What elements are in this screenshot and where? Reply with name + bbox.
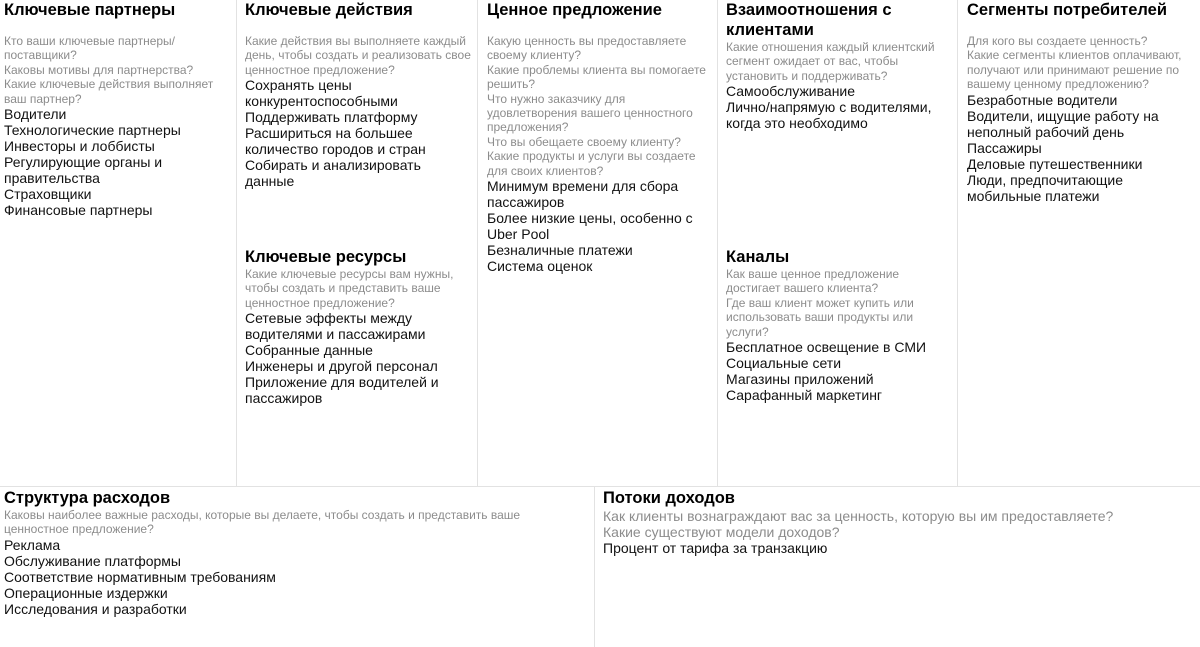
revenue-streams-question: Какие существуют модели доходов? — [603, 524, 840, 540]
divider — [477, 0, 478, 486]
key-partners-title: Ключевые партнеры — [4, 1, 176, 19]
list-item: Сетевые эффекты между водителями и пассажирами — [245, 310, 426, 343]
value-proposition-question: Какие проблемы клиента вы помогаете решить? — [487, 62, 706, 92]
list-item: Технологические партнеры — [4, 122, 181, 139]
list-item: Соответствие нормативным требованиям — [4, 568, 276, 585]
list-item: Водители — [4, 106, 67, 123]
list-item: Магазины приложений — [726, 371, 874, 388]
key-partners-question: Каковы мотивы для партнерства? — [4, 62, 194, 77]
key-activities-title: Ключевые действия — [245, 1, 413, 19]
divider — [717, 0, 718, 486]
key-partners-question: Какие ключевые действия выполняет ваш партнер? — [4, 77, 214, 106]
channels-question: Как ваше ценное предложение достигает вашего клиента? — [726, 267, 900, 296]
list-item: Расшириться на большее количество городов и стран — [245, 125, 426, 158]
revenue-streams-title: Потоки доходов — [603, 489, 735, 507]
list-item: Сохранять цены конкурентоспособными — [245, 77, 398, 110]
list-item: Инвесторы и лоббисты — [4, 138, 155, 155]
value-proposition-question: Какую ценность вы предоставляете своему клиенту? — [487, 34, 687, 63]
list-item: Регулирующие органы и правительства — [4, 154, 163, 187]
customer-relationships-block — [722, 0, 957, 242]
key-partners-question: Кто ваши ключевые партнеры/поставщики? — [4, 34, 176, 63]
list-item: Система оценок — [487, 258, 593, 275]
channels-block — [722, 247, 957, 486]
key-resources-title: Ключевые ресурсы — [245, 248, 407, 266]
key-resources-question: Какие ключевые ресурсы вам нужны, чтобы создать и представить ваше ценностное предложение? — [245, 267, 454, 310]
list-item: Операционные издержки — [4, 584, 168, 601]
list-item: Инженеры и другой персонал — [245, 358, 438, 375]
key-resources-block — [241, 247, 477, 486]
list-item: Бесплатное освещение в СМИ — [726, 339, 927, 356]
revenue-streams-question: Как клиенты вознаграждают вас за ценность, которую вы им предоставляете? — [603, 508, 1114, 524]
list-item: Социальные сети — [726, 355, 842, 372]
list-item: Сарафанный маркетинг — [726, 387, 883, 404]
key-activities-question: Какие действия вы выполняете каждый день, чтобы создать и реализовать свое ценностное предложение? — [245, 34, 471, 77]
value-proposition-question: Что вы обещаете своему клиенту? — [487, 134, 681, 149]
divider — [957, 0, 958, 486]
list-item: Безработные водители — [967, 91, 1118, 108]
divider — [0, 486, 1200, 487]
cost-structure-question: Каковы наиболее важные расходы, которые вы делаете, чтобы создать и представить ваше ценностное предложение? — [4, 508, 521, 537]
customer-segments-block — [963, 0, 1200, 486]
list-item: Лично/напрямую с водителями, когда это необходимо — [726, 99, 932, 132]
customer-relationships-title: Взаимоотношения с клиентами — [726, 1, 892, 39]
list-item: Деловые путешественники — [967, 155, 1143, 172]
list-item: Собирать и анализировать данные — [245, 157, 421, 190]
list-item: Исследования и разработки — [4, 600, 187, 617]
value-proposition-question: Какие продукты и услуги вы создаете для своих клиентов? — [487, 149, 696, 178]
divider — [594, 487, 595, 647]
channels-question: Где ваш клиент может купить или использовать ваши продукты или услуги? — [726, 295, 914, 339]
list-item: Обслуживание платформы — [4, 552, 181, 569]
customer-relationships-question: Какие отношения каждый клиентский сегмент ожидает от вас, чтобы установить и поддерживать? — [726, 40, 935, 83]
divider — [236, 0, 237, 486]
list-item: Приложение для водителей и пассажиров — [245, 374, 439, 407]
list-item: Страховщики — [4, 186, 92, 203]
list-item: Реклама — [4, 536, 61, 553]
list-item: Собранные данные — [245, 342, 373, 359]
customer-segments-question: Для кого вы создаете ценность? — [967, 34, 1148, 48]
value-proposition-title: Ценное предложение — [487, 1, 662, 19]
cost-structure-title: Структура расходов — [4, 489, 171, 507]
list-item: Поддерживать платформу — [245, 109, 418, 126]
channels-title: Каналы — [726, 248, 790, 266]
value-proposition-question: Что нужно заказчику для удовлетворения вашего ценностного предложения? — [487, 91, 693, 135]
list-item: Пассажиры — [967, 139, 1042, 156]
customer-segments-question: Какие сегменты клиентов оплачивают, получают или принимают решение по вашему ценному предложению? — [967, 48, 1182, 92]
cost-structure-block — [0, 488, 594, 647]
key-activities-block — [241, 0, 477, 242]
list-item: Более низкие цены, особенно с Uber Pool — [487, 210, 693, 243]
list-item: Минимум времени для сбора пассажиров — [487, 178, 679, 211]
list-item: Безналичные платежи — [487, 242, 633, 259]
revenue-streams-block — [599, 488, 1200, 647]
value-proposition-block — [483, 0, 717, 486]
list-item: Процент от тарифа за транзакцию — [603, 540, 828, 556]
list-item: Финансовые партнеры — [4, 202, 153, 219]
list-item: Люди, предпочитающие мобильные платежи — [967, 171, 1124, 204]
list-item: Самообслуживание — [726, 83, 856, 100]
list-item: Водители, ищущие работу на неполный рабочий день — [967, 107, 1159, 140]
key-partners-block — [0, 0, 236, 486]
customer-segments-title: Сегменты потребителей — [967, 1, 1167, 19]
